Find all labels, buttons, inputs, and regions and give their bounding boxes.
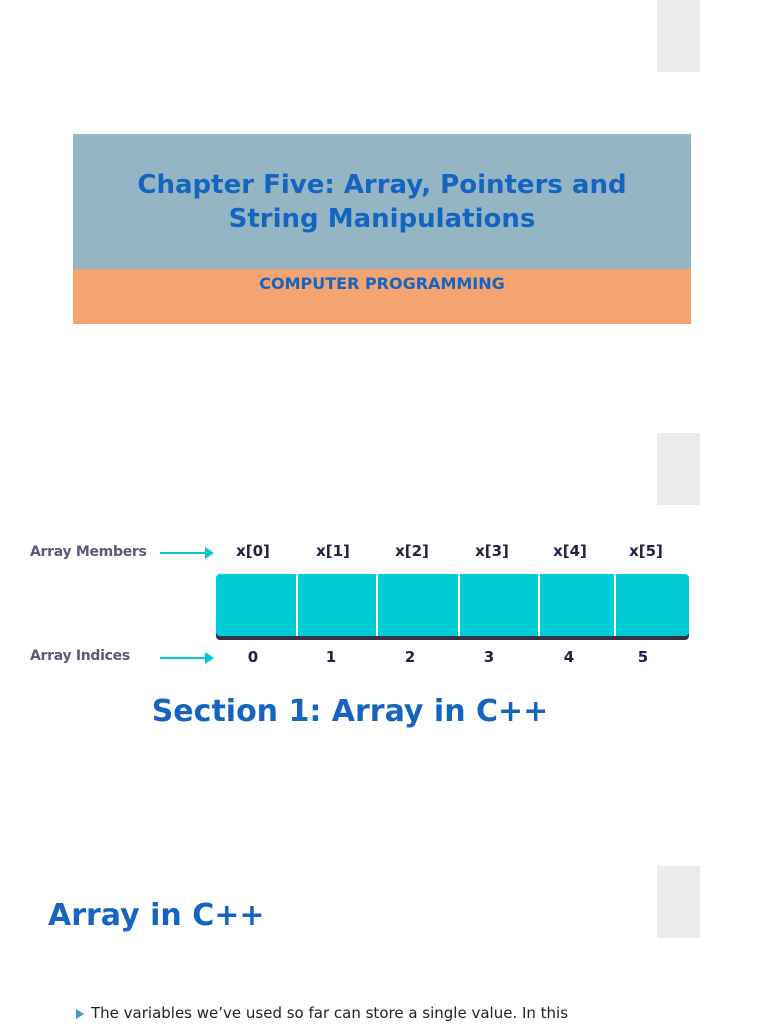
chapter-title: Chapter Five: Array, Pointers and String Manipulations [137, 169, 627, 234]
array-index: 5 [637, 648, 649, 666]
array-cell [460, 574, 540, 636]
array-member: x[5] [629, 542, 663, 560]
array-member: x[3] [475, 542, 509, 560]
array-index: 0 [247, 648, 259, 666]
bullet-text: The variables we’ve used so far can store a single value. In this [91, 1004, 569, 1022]
array-cell [616, 574, 689, 636]
slide-tab-marker [657, 0, 700, 72]
section-title: Section 1: Array in C++ [151, 694, 549, 729]
bullet-item [76, 1004, 636, 1022]
array-cell [216, 574, 298, 636]
array-member: x[2] [395, 542, 429, 560]
subtitle-box [73, 269, 691, 324]
course-subtitle: COMPUTER PROGRAMMING [259, 274, 505, 293]
slide-heading: Array in C++ [48, 898, 265, 933]
array-diagram [0, 530, 768, 680]
array-indices-label: Array Indices [30, 648, 130, 664]
arrow-right-icon [160, 552, 212, 554]
slide-tab-marker [657, 866, 700, 938]
array-member: x[1] [316, 542, 350, 560]
array-member: x[4] [553, 542, 587, 560]
array-members-label: Array Members [30, 544, 147, 560]
array-cell [298, 574, 378, 636]
array-cell [540, 574, 616, 636]
array-index: 2 [404, 648, 416, 666]
array-index: 3 [483, 648, 495, 666]
arrow-right-icon [160, 657, 212, 659]
array-index: 4 [563, 648, 575, 666]
title-box [73, 134, 691, 269]
array-index: 1 [325, 648, 337, 666]
slide-tab-marker [657, 433, 700, 505]
array-member: x[0] [236, 542, 270, 560]
array-cells [216, 574, 689, 636]
triangle-bullet-icon [76, 1009, 84, 1019]
array-cell [378, 574, 460, 636]
